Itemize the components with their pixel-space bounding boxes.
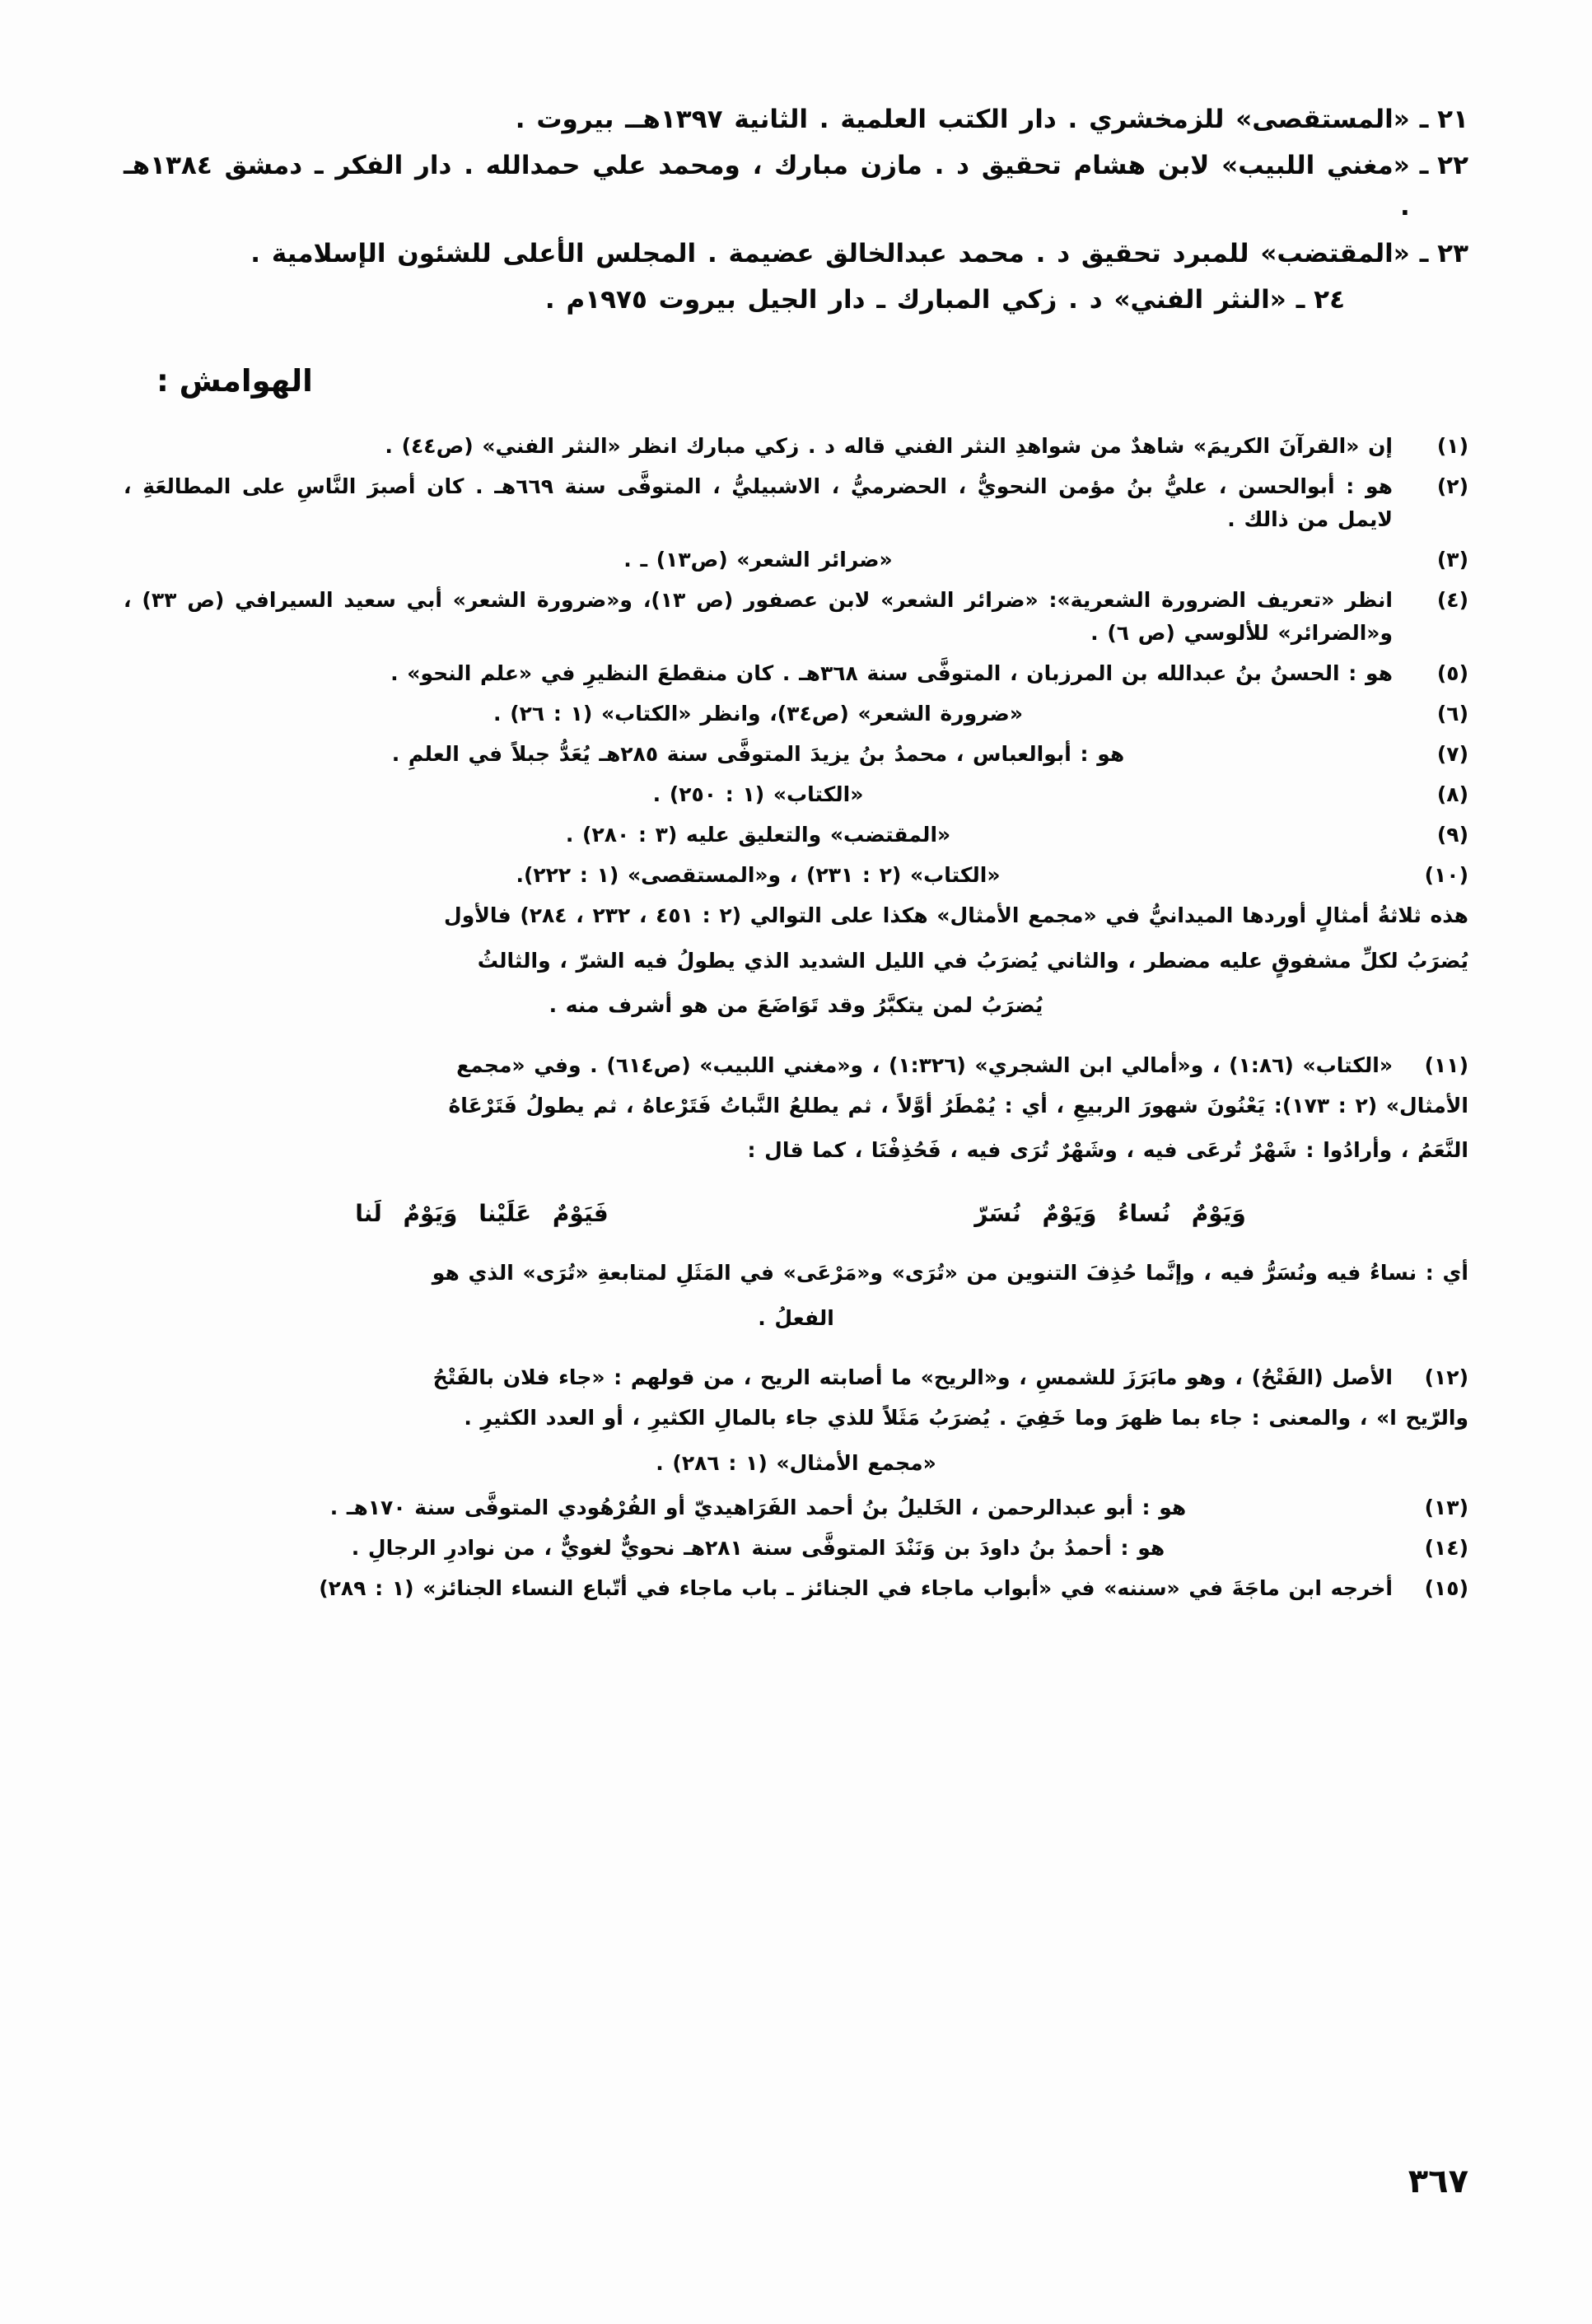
bibliography-entry xyxy=(124,145,1468,227)
footnote-item xyxy=(124,544,1468,576)
footnote-number: (١٣) xyxy=(1424,1496,1468,1520)
verse-commentary: الفعلُ . xyxy=(758,1305,834,1330)
footnote-number: (٨) xyxy=(1436,782,1468,807)
footnote-item xyxy=(124,657,1468,690)
footnote-text: «الكتاب» (١ : ٢٥٠) . xyxy=(652,782,864,807)
bibliography-entry-text: «المستقصى» للزمخشري . دار الكتب العلمية . الثانية ١٣٩٧هــ بيروت . xyxy=(515,105,1410,134)
poetry-verse xyxy=(214,1196,1378,1233)
footnote-continuation: يُضرَبُ لمن يتكبَّرُ وقد تَوَاضَعَ من هو أشرف منه . xyxy=(549,993,1043,1018)
footnote-text: «ضرائر الشعر» (ص١٣) ـ . xyxy=(623,548,893,572)
footnote-number: (٧) xyxy=(1436,742,1468,767)
footnote-item xyxy=(124,430,1468,463)
footnote-item xyxy=(124,698,1468,730)
footnote-text: هو : أبوالعباس ، محمدُ بنُ يزيدَ المتوفَّى سنة ٢٨٥هـ يُعَدُّ جبلاً في العلمِ . xyxy=(391,742,1125,767)
page-number: ٣٦٧ xyxy=(1408,2163,1468,2200)
footnote-number: (٤) xyxy=(1436,588,1468,613)
verse-hemistich-right: فَيَوْمٌ عَلَيْنا وَيَوْمٌ لَنا xyxy=(355,1199,609,1227)
bibliography-entry-text: «المقتضب» للمبرد تحقيق د . محمد عبدالخالق عضيمة . المجلس الأعلى للشئون الإسلامية . xyxy=(250,238,1410,268)
footnote-number: (٦) xyxy=(1436,702,1468,726)
bibliography-entry xyxy=(124,99,1468,140)
footnote-text: انظر «تعريف الضرورة الشعرية»: «ضرائر الشعر» لابن عصفور (ص ١٣)، و«ضرورة الشعر» أبي سعيد السيرافي (ص ٣٣) ، و«الضرائر» للألوسي (ص ٦) . xyxy=(124,588,1393,646)
footnote-text: «الكتاب» (٢ : ٢٣١) ، و«المستقصى» (١ : ٢٢٢). xyxy=(516,863,1001,888)
footnote-text: «الكتاب» (١:٨٦) ، و«أمالي ابن الشجري» (١:٣٢٦) ، و«مغني اللبيب» (ص٦١٤) . وفي «مجمع xyxy=(456,1052,1393,1077)
verse-hemistich-left: وَيَوْمٌ نُساءُ وَيَوْمٌ نُسَرّ xyxy=(974,1199,1246,1227)
footnote-continuation: والرّيح ا» ، والمعنى : جاء بما ظهرَ وما خَفِيَ . يُضرَبُ مَثَلاً للذي جاء بالمالِ الكثيرِ ، أو العدد الكثيرِ . xyxy=(464,1406,1468,1430)
footnote-text: إن «القرآنَ الكريمَ» شاهدٌ من شواهدِ النثر الفني قاله د . زكي مبارك انظر «النثر الفني» (ص٤٤) . xyxy=(385,434,1393,459)
footnote-continuation: «مجمع الأمثال» (١ : ٢٨٦) . xyxy=(656,1450,936,1475)
footnote-item xyxy=(124,859,1468,892)
footnote-item xyxy=(124,1572,1468,1605)
footnote-number: (١٤) xyxy=(1424,1536,1468,1561)
footnote-text: هو : أبو عبدالرحمن ، الخَليلُ بنُ أحمد الفَرَاهيديّ أو الفُرْهُودي المتوفَّى سنة ١٧٠هـ . xyxy=(329,1496,1187,1520)
verse-commentary: أي : نساءُ فيه ونُسَرُّ فيه ، وإنَّما حُذِفَ التنوين من «تُرَى» و«مَرْعَى» في المَثَلِ لمتابعةِ «تُرَى» الذي هو xyxy=(432,1261,1468,1286)
footnotes-list xyxy=(124,430,1468,1605)
bibliography-entry-number: ٢١ ـ xyxy=(1419,105,1468,134)
bibliography-entry xyxy=(124,233,1468,274)
footnote-text: الأصل (الفَتْحُ) ، وهو مابَرَزَ للشمسِ ، و«الريح» ما أصابته الريح ، من قولهم : «جاء فلان بالفَتْحُ xyxy=(432,1365,1393,1390)
bibliography-entry-text: «النثر الفني» د . زكي المبارك ـ دار الجيل بيروت ١٩٧٥م . xyxy=(544,284,1286,315)
footnote-item xyxy=(124,584,1468,650)
footnote-number: (٩) xyxy=(1436,823,1468,847)
bibliography-entry-number: ٢٢ ـ xyxy=(1419,151,1468,181)
footnote-item xyxy=(124,819,1468,852)
page-content xyxy=(124,99,1468,1612)
footnote-number: (١٥) xyxy=(1424,1576,1468,1601)
footnote-continuation: النَّعَمُ ، وأرادُوا : شَهْرٌ تُرعَى فيه ، وشَهْرٌ تُرَى فيه ، فَحُذِفْنَا ، كما قال : xyxy=(747,1138,1468,1163)
footnote-number: (٢) xyxy=(1436,474,1468,499)
footnote-item xyxy=(124,778,1468,811)
spacer xyxy=(124,1034,1468,1049)
footnote-item xyxy=(124,1491,1468,1524)
footnote-item xyxy=(124,1532,1468,1565)
footnotes-heading: الهوامش : xyxy=(156,363,313,399)
footnote-item xyxy=(124,1049,1468,1082)
bibliography-list xyxy=(124,99,1468,320)
bibliography-entry-number: ٢٣ ـ xyxy=(1419,238,1468,268)
footnote-text: هو : الحسنُ بنُ عبدالله بن المرزبان ، المتوفَّى سنة ٣٦٨هـ . كان منقطعَ النظيرِ في «علم النحو» . xyxy=(390,661,1393,686)
footnote-continuation: هذه ثلاثةُ أمثالٍ أوردها الميدانيُّ في «مجمع الأمثال» هكذا على التوالي (٢ : ٤٥١ ، ٢٣٢ ، ٢٨٤) فالأول xyxy=(444,903,1468,928)
bibliography-entry-text: «مغني اللبيب» لابن هشام تحقيق د . مازن مبارك ، ومحمد علي حمدالله . دار الفكر ـ دمشق ١٣٨٤هـ . xyxy=(124,151,1410,222)
footnote-text: هو : أحمدُ بنُ داودَ بن وَنَنْدَ المتوفَّى سنة ٢٨١هـ نحويٌّ لغويٌّ ، من نوادرِ الرجالِ . xyxy=(351,1536,1165,1561)
spacer xyxy=(124,1346,1468,1361)
footnote-number: (١١) xyxy=(1424,1052,1468,1077)
footnote-number: (١٢) xyxy=(1424,1365,1468,1390)
footnote-text: «ضرورة الشعر» (ص٣٤)، وانظر «الكتاب» (١ : ٢٦) . xyxy=(493,702,1023,726)
footnote-number: (٣) xyxy=(1436,548,1468,572)
footnote-text: «المقتضب» والتعليق عليه (٣ : ٢٨٠) . xyxy=(565,823,951,847)
footnote-item xyxy=(124,738,1468,771)
footnote-text: هو : أبوالحسن ، عليُّ بنُ مؤمن النحويُّ ، الحضرميُّ ، الاشبيليُّ ، المتوفَّى سنة ٦٦٩هـ . كان أصبرَ النَّاسِ على المطالعَةِ ، لايمل من ذالك . xyxy=(124,474,1393,532)
footnote-text: أخرجه ابن ماجَةَ في «سننه» في «أبواب ماجاء في الجنائز ـ باب ماجاء في أتّباع النساء الجنائز» (١ : ٢٨٩) xyxy=(319,1576,1393,1601)
bibliography-entry xyxy=(124,279,1468,320)
footnote-continuation: الأمثال» (٢ : ١٧٣): يَعْنُونَ شهورَ الربيعِ ، أي : يُمْطَرُ أوَّلاً ، ثم يطلعُ النَّباتُ فَتَرْعاهُ ، ثم يطولُ فَتَرْعَاهُ xyxy=(448,1093,1468,1118)
footnote-number: (١٠) xyxy=(1424,863,1468,888)
footnote-number: (١) xyxy=(1436,434,1468,459)
footnote-continuation: يُضرَبُ لكلِّ مشفوقٍ عليه مضطر ، والثاني يُضرَبُ في الليل الشديد الذي يطولُ فيه الشرّ ، والثالثُ xyxy=(477,948,1468,973)
footnote-number: (٥) xyxy=(1436,661,1468,686)
footnote-item xyxy=(124,1361,1468,1394)
footnote-item xyxy=(124,470,1468,536)
bibliography-entry-number: ٢٤ ـ xyxy=(1296,284,1345,315)
